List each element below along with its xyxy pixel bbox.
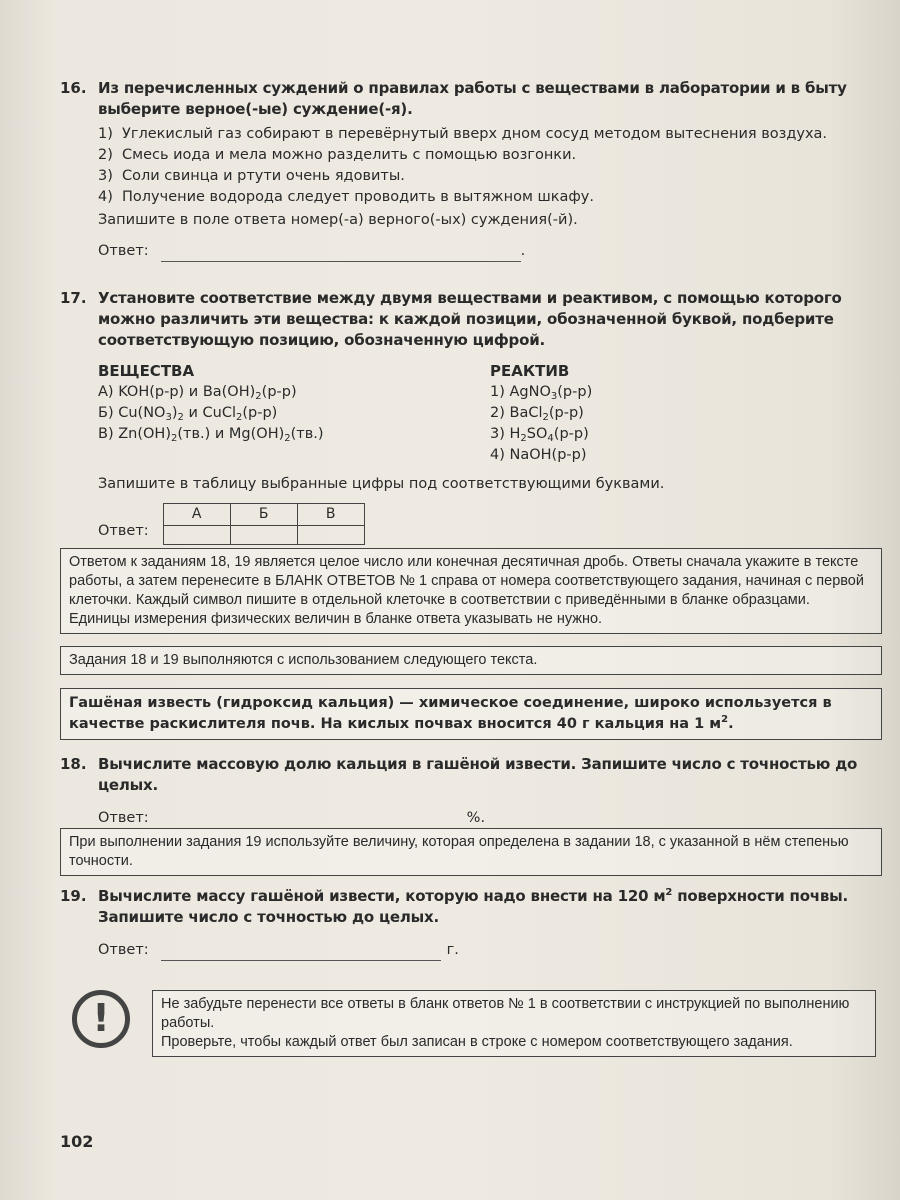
answer-row	[98, 503, 890, 545]
q19-note-box	[60, 828, 882, 876]
answer-label: Ответ:	[98, 942, 149, 958]
lime-text-box	[60, 688, 882, 740]
instruction: Запишите в поле ответа номер(-а) верного(-ых) суждения(-й).	[98, 212, 578, 228]
question-16	[60, 78, 890, 262]
unit-label: г.	[446, 942, 459, 958]
reagent-item: 1) AgNO$_3$(р-р)	[490, 384, 593, 402]
option-item: 2) Смесь иода и мела можно разделить с помощью возгонки.	[98, 147, 577, 163]
table-header: Б	[230, 504, 297, 526]
answer-field[interactable]	[161, 245, 521, 262]
page-number: 102	[60, 1132, 94, 1151]
question-19	[60, 886, 890, 961]
warning-line-1: Не забудьте перенести все ответы в бланк ответов № 1 в соответствии с инструкцией по выполнению работы.	[161, 996, 850, 1031]
substance-item: Б) $Cu(NO_3)_2$ и CuCl$_2$(р-р)	[98, 405, 278, 423]
table-header: В	[297, 504, 364, 526]
substance-item: В) $Zn(OH)_2(тв.)$ и $Mg(OH)_2(тв.)$	[98, 426, 324, 444]
superscript: 2	[721, 714, 729, 725]
lime-text: Гашёная известь (гидроксид кальция) — химическое соединение, широко используется в качестве раскислителя почв. На кислых почвах вносится 40 г кальция на 1 м	[69, 695, 832, 732]
substances-column	[98, 361, 490, 466]
question-text: Из перечисленных суждений о правилах работы с веществами в лаборатории и в быту выберите верное(-ые) суждение(-я).	[98, 79, 847, 118]
table-header: А	[163, 504, 230, 526]
answer-cell[interactable]	[297, 526, 364, 545]
question-number: 16.	[60, 79, 87, 97]
option-item: 3) Соли свинца и ртути очень ядовиты.	[98, 168, 405, 184]
option-item: 4) Получение водорода следует проводить в вытяжном шкафу.	[98, 189, 595, 205]
exclamation-icon: !	[72, 990, 130, 1048]
question-number: 18.	[60, 755, 87, 773]
reagents-column	[490, 361, 592, 466]
substance-item: А) KOH(р-р) и $Ba(OH)_2(р-р)$	[98, 384, 297, 402]
reagent-item: 4) NaOH(р-р)	[490, 447, 587, 463]
answer-cell[interactable]	[163, 526, 230, 545]
answer-label: Ответ:	[98, 522, 149, 539]
answer-row	[98, 241, 890, 262]
question-18	[60, 754, 890, 829]
answer-label: Ответ:	[98, 243, 149, 259]
question-text: Вычислите массу гашёной извести, которую надо внести на 120 $м^2$ поверхности почвы. Запишите число с точностью до целых.	[98, 887, 849, 926]
warning-line-2: Проверьте, чтобы каждый ответ был записан в строке с номером соответствующего задания.	[161, 1034, 793, 1050]
question-number: 19.	[60, 887, 87, 905]
warning-block	[60, 990, 882, 1052]
q19-note-text: При выполнении задания 19 используйте величину, которая определена в задании 18, с указанной в нём степенью точности.	[69, 834, 849, 869]
reagents-heading: РЕАКТИВ	[490, 362, 570, 380]
answer-cell[interactable]	[230, 526, 297, 545]
answer-field[interactable]	[161, 944, 441, 961]
warning-box	[152, 990, 876, 1057]
reagent-item: 2) BaCl$_2$(р-р)	[490, 405, 584, 423]
instructions-box	[60, 548, 882, 634]
substances-heading: ВЕЩЕСТВА	[98, 362, 195, 380]
options-list	[98, 124, 890, 208]
question-text: Установите соответствие между двумя веществами и реактивом, с помощью которого можно различить эти вещества: к каждой позиции, обозначенной буквой, подберите соответствующую позицию, обозначенную цифрой.	[98, 289, 842, 349]
answer-end: .	[520, 243, 526, 259]
answer-row	[98, 808, 890, 829]
question-text: Вычислите массовую долю кальция в гашёной извести. Запишите число с точностью до целых.	[98, 755, 858, 794]
instructions-text: Ответом к заданиям 18, 19 является целое число или конечная десятичная дробь. Ответы сначала укажите в тексте работы, а затем перенесите в БЛАНК ОТВЕТОВ № 1 справа от номера соответствующего задания, начиная с первой клеточки. Каждый символ пишите в отдельной клеточке в соответствии с приведёнными в бланке образцами. Единицы измерения физических величин в бланке ответа указывать не нужно.	[69, 554, 864, 627]
answer-field[interactable]	[161, 812, 461, 829]
answer-label: Ответ:	[98, 810, 149, 826]
lime-text-end: .	[728, 716, 734, 732]
instruction: Запишите в таблицу выбранные цифры под соответствующими буквами.	[98, 476, 665, 492]
tasks-info-box	[60, 646, 882, 675]
reagent-item: 3) $H_2SO_4(р-р)$	[490, 426, 589, 444]
unit-label: %.	[466, 810, 486, 826]
option-item: 1) Углекислый газ собирают в перевёрнутый вверх дном сосуд методом вытеснения воздуха.	[98, 126, 828, 142]
answer-row	[98, 940, 890, 961]
question-17	[60, 288, 890, 545]
question-number: 17.	[60, 289, 87, 307]
tasks-info-text: Задания 18 и 19 выполняются с использованием следующего текста.	[69, 652, 538, 668]
answer-table	[163, 503, 365, 545]
